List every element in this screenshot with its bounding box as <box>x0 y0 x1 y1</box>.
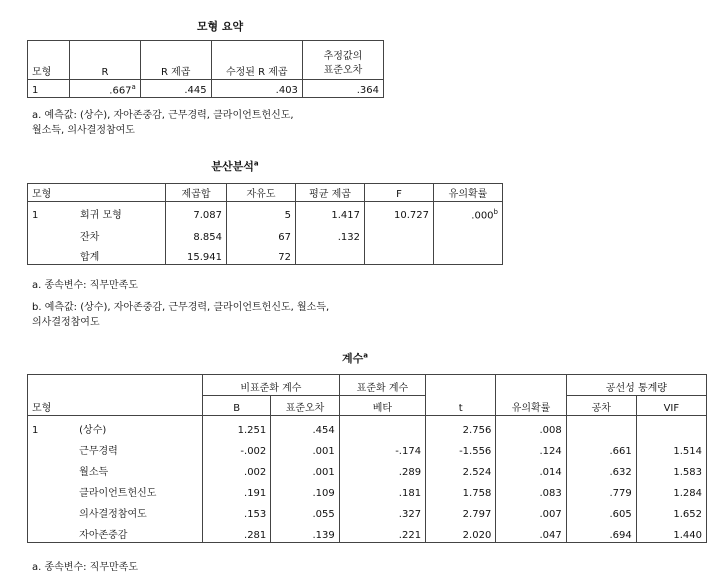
cell-model <box>28 479 76 500</box>
cell-t: 2.020 <box>426 521 496 543</box>
col-header-ms: 평균 제곱 <box>296 184 365 202</box>
cell-beta: .181 <box>339 479 425 500</box>
cell-sig <box>434 202 503 223</box>
group-header-standardized: 표준화 계수 <box>339 375 425 396</box>
cell-tolerance: .661 <box>566 437 636 458</box>
col-header-se: 표준오차 <box>271 395 339 416</box>
cell-beta: -.174 <box>339 437 425 458</box>
std-error-label-2: 표준오차 <box>323 65 363 76</box>
col-header-t: t <box>426 375 496 416</box>
cell-model <box>28 521 76 543</box>
cell-ms: 1.417 <box>296 202 365 223</box>
col-header-sig: 유의확률 <box>434 184 503 202</box>
col-header-f: F <box>365 184 434 202</box>
anova-title <box>200 158 270 174</box>
col-header-df: 자유도 <box>227 184 296 202</box>
table-row <box>28 222 503 244</box>
cell-vif: 1.284 <box>636 479 706 500</box>
cell-model <box>28 500 76 521</box>
col-header-b: B <box>203 395 271 416</box>
cell-b: 1.251 <box>203 416 271 438</box>
cell-label: 합계 <box>76 244 166 265</box>
cell-b: .153 <box>203 500 271 521</box>
table-group-header-row <box>28 375 707 396</box>
coefficients-note: a. 종속변수: 직무만족도 <box>32 562 138 573</box>
cell-sig: .014 <box>496 458 566 479</box>
cell-model: 1 <box>28 202 77 223</box>
cell-f: 10.727 <box>365 202 434 223</box>
cell-f <box>365 244 434 265</box>
cell-ms: .132 <box>296 222 365 244</box>
group-header-collinearity: 공선성 통계량 <box>566 375 706 396</box>
cell-label: 클라이언트헌신도 <box>75 479 202 500</box>
note-line: 의사결정참여도 <box>32 317 100 328</box>
col-header-sig: 유의확률 <box>496 375 566 416</box>
cell-t: 2.756 <box>426 416 496 438</box>
cell-sig <box>434 222 503 244</box>
cell-model <box>28 458 76 479</box>
cell-model <box>28 222 77 244</box>
std-error-label-1: 추정값의 <box>323 51 363 62</box>
cell-sig: .124 <box>496 437 566 458</box>
cell-tolerance: .605 <box>566 500 636 521</box>
cell-se: .055 <box>271 500 339 521</box>
cell-label: 회귀 모형 <box>76 202 166 223</box>
cell-se: .139 <box>271 521 339 543</box>
model-summary-table <box>27 40 384 98</box>
cell-se: .001 <box>271 437 339 458</box>
cell-adj-r-square: .403 <box>211 80 302 98</box>
cell-b: .191 <box>203 479 271 500</box>
table-header-row <box>28 184 503 202</box>
cell-label: 자아존중감 <box>75 521 202 543</box>
cell-model: 1 <box>28 80 70 98</box>
cell-df: 72 <box>227 244 296 265</box>
col-header-ss: 제곱합 <box>166 184 227 202</box>
cell-r <box>70 80 141 98</box>
note-line: b. 예측값: (상수), 자아존중감, 근무경력, 클라이언트헌신도, 월소득, <box>32 302 330 313</box>
cell-label: 근무경력 <box>75 437 202 458</box>
cell-model <box>28 244 77 265</box>
group-header-unstandardized: 비표준화 계수 <box>203 375 340 396</box>
cell-df: 67 <box>227 222 296 244</box>
cell-beta: .289 <box>339 458 425 479</box>
cell-sig: .083 <box>496 479 566 500</box>
cell-vif: 1.514 <box>636 437 706 458</box>
cell-label: 월소득 <box>75 458 202 479</box>
table-row <box>28 202 503 223</box>
table-row <box>28 500 707 521</box>
note-line: a. 예측값: (상수), 자아존중감, 근무경력, 클라이언트헌신도, <box>32 110 294 121</box>
footnote-marker: a <box>253 159 259 168</box>
cell-beta: .327 <box>339 500 425 521</box>
footnote-marker: b <box>493 207 498 216</box>
cell-ss: 15.941 <box>166 244 227 265</box>
col-header-r-square: R 제곱 <box>140 41 211 80</box>
cell-se: .001 <box>271 458 339 479</box>
cell-r-square: .445 <box>140 80 211 98</box>
table-header-row <box>28 395 707 416</box>
footnote-marker: a <box>363 351 368 360</box>
cell-sig: .047 <box>496 521 566 543</box>
cell-se: .454 <box>271 416 339 438</box>
cell-tolerance <box>566 416 636 438</box>
table-row <box>28 416 707 438</box>
cell-t: 1.758 <box>426 479 496 500</box>
cell-t: -1.556 <box>426 437 496 458</box>
header-spacer <box>28 375 203 396</box>
cell-beta <box>339 416 425 438</box>
r-value: .667 <box>109 85 132 96</box>
cell-sig: .007 <box>496 500 566 521</box>
cell-b: .281 <box>203 521 271 543</box>
col-header-model: 모형 <box>28 395 203 416</box>
footnote-marker: a <box>131 82 136 91</box>
cell-model <box>28 437 76 458</box>
col-header-r: R <box>70 41 141 80</box>
col-header-adj-r-square: 수정된 R 제곱 <box>211 41 302 80</box>
cell-beta: .221 <box>339 521 425 543</box>
cell-label: 의사결정참여도 <box>75 500 202 521</box>
col-header-model: 모형 <box>28 184 166 202</box>
cell-vif: 1.583 <box>636 458 706 479</box>
cell-se: .109 <box>271 479 339 500</box>
cell-t: 2.797 <box>426 500 496 521</box>
anova-note-a: a. 종속변수: 직무만족도 <box>32 280 138 291</box>
col-header-beta: 베타 <box>339 395 425 416</box>
col-header-std-error <box>302 41 383 80</box>
table-row <box>28 479 707 500</box>
model-summary-title: 모형 요약 <box>196 20 244 33</box>
note-line: 월소득, 의사결정참여도 <box>32 125 135 136</box>
col-header-tolerance: 공차 <box>566 395 636 416</box>
table-header-row <box>28 41 384 80</box>
cell-df: 5 <box>227 202 296 223</box>
cell-vif: 1.652 <box>636 500 706 521</box>
cell-tolerance: .779 <box>566 479 636 500</box>
cell-sig <box>434 244 503 265</box>
anova-table <box>27 183 503 265</box>
table-row <box>28 521 707 543</box>
table-row <box>28 458 707 479</box>
coefficients-title-text: 계수 <box>342 352 364 365</box>
cell-tolerance: .632 <box>566 458 636 479</box>
cell-tolerance: .694 <box>566 521 636 543</box>
coefficients-title <box>330 350 380 366</box>
table-row <box>28 80 384 98</box>
cell-label: 잔차 <box>76 222 166 244</box>
table-row <box>28 244 503 265</box>
cell-ms <box>296 244 365 265</box>
coefficients-table <box>27 374 707 543</box>
cell-b: .002 <box>203 458 271 479</box>
table-row <box>28 437 707 458</box>
col-header-model: 모형 <box>28 41 70 80</box>
sig-value: .000 <box>471 210 494 221</box>
cell-sig: .008 <box>496 416 566 438</box>
cell-t: 2.524 <box>426 458 496 479</box>
cell-ss: 8.854 <box>166 222 227 244</box>
cell-vif: 1.440 <box>636 521 706 543</box>
anova-title-text: 분산분석 <box>211 160 254 173</box>
cell-label: (상수) <box>75 416 202 438</box>
cell-model: 1 <box>28 416 76 438</box>
cell-std-error: .364 <box>302 80 383 98</box>
anova-note-b <box>32 300 329 330</box>
cell-vif <box>636 416 706 438</box>
model-summary-note <box>32 108 294 138</box>
cell-b: -.002 <box>203 437 271 458</box>
col-header-vif: VIF <box>636 395 706 416</box>
cell-f <box>365 222 434 244</box>
cell-ss: 7.087 <box>166 202 227 223</box>
